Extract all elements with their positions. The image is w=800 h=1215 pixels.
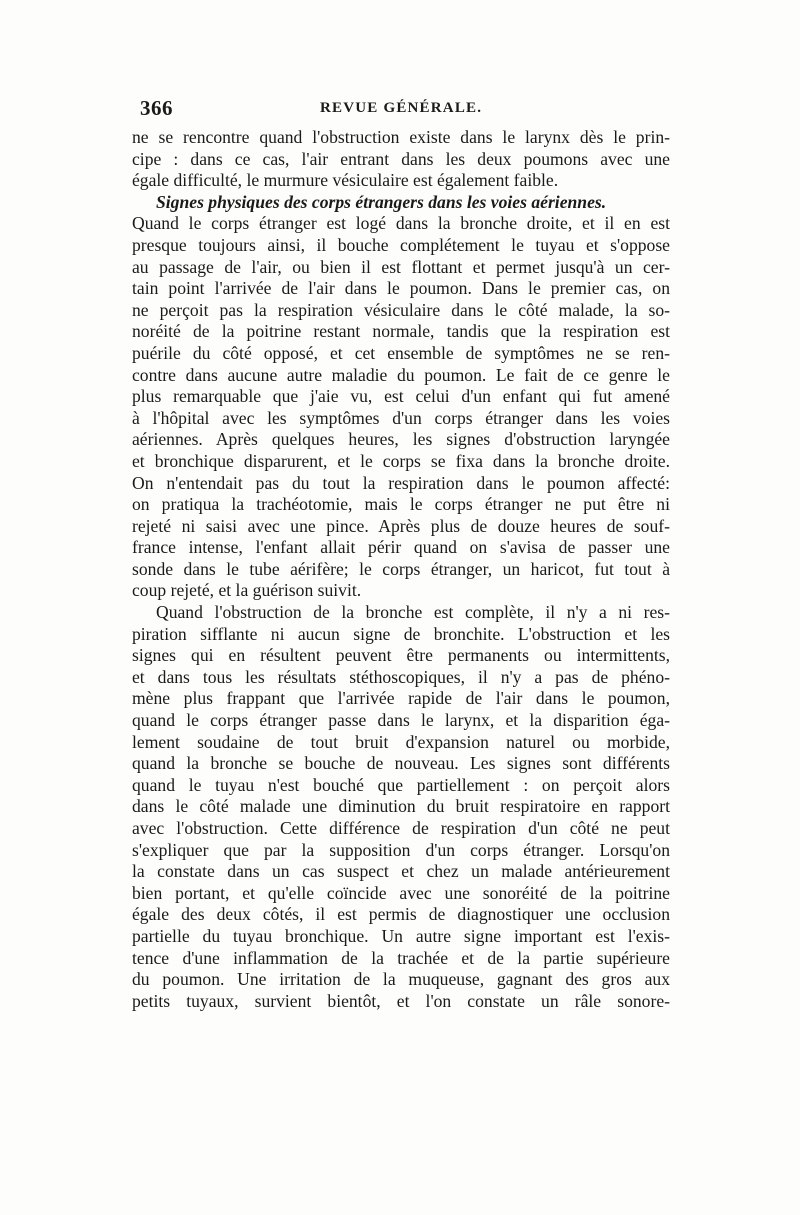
text-line: dans le côté malade une diminution du bruit respiratoire en rapport bbox=[132, 796, 670, 817]
text-line: noréité de la poitrine restant normale, tandis que la respiration est bbox=[132, 321, 670, 342]
text-line: lement soudaine de tout bruit d'expansion naturel ou morbide, bbox=[132, 731, 670, 752]
text-line: piration sifflante ni aucun signe de bronchite. L'obstruction et les bbox=[132, 623, 670, 644]
text-line: ne se rencontre quand l'obstruction existe dans le larynx dès le prin- bbox=[132, 127, 670, 147]
text-line: la constate dans un cas suspect et chez un malade antérieurement bbox=[132, 861, 670, 882]
text-line: rejeté ni saisi avec une pince. Après plus de douze heures de souf- bbox=[132, 515, 670, 536]
text-line: coup rejeté, et la guérison suivit. bbox=[132, 580, 362, 601]
text-line: petits tuyaux, survient bientôt, et l'on constate un râle sonore- bbox=[132, 990, 670, 1011]
text-line: puérile du côté opposé, et cet ensemble de symptômes ne se ren- bbox=[132, 342, 670, 363]
text-line: mène plus frappant que l'arrivée rapide de l'air dans le poumon, bbox=[132, 688, 670, 709]
text-line: avec l'obstruction. Cette différence de respiration d'un côté ne peut bbox=[132, 818, 670, 838]
page-header bbox=[140, 96, 670, 126]
text-line: quand le corps étranger passe dans le larynx, et la disparition éga- bbox=[132, 710, 670, 731]
text-line: et dans tous les résultats stéthoscopiques, il n'y a pas de phéno- bbox=[132, 666, 670, 687]
text-line: On n'entendait pas du tout la respiration dans le poumon affecté: bbox=[132, 472, 670, 493]
text-line: tence d'une inflammation de la trachée et de la partie supérieure bbox=[132, 947, 670, 968]
text-line: plus remarquable que j'aie vu, est celui d'un enfant qui fut amené bbox=[132, 386, 670, 407]
text-line: ne perçoit pas la respiration vésiculaire dans le côté malade, la so- bbox=[132, 299, 670, 320]
text-line: et bronchique disparurent, et le corps se fixa dans la bronche droite. bbox=[132, 450, 670, 471]
text-line: s'expliquer que par la supposition d'un corps étranger. Lorsqu'on bbox=[132, 839, 670, 860]
body-text bbox=[132, 127, 670, 1012]
text-line: bien portant, et qu'elle coïncide avec une sonoréité de la poitrine bbox=[132, 882, 670, 903]
text-line: Quand l'obstruction de la bronche est complète, il n'y a ni res- bbox=[156, 602, 670, 623]
text-line: on pratiqua la trachéotomie, mais le corps étranger ne put être ni bbox=[132, 494, 670, 515]
text-line: Quand le corps étranger est logé dans la bronche droite, et il en est bbox=[132, 213, 670, 234]
text-line: égale difficulté, le murmure vésiculaire est également faible. bbox=[132, 170, 559, 191]
text-line: aériennes. Après quelques heures, les signes d'obstruction laryngée bbox=[132, 429, 670, 450]
text-line: sonde dans le tube aérifère; le corps étranger, un haricot, fut tout à bbox=[132, 558, 670, 579]
text-line: à l'hôpital avec les symptômes d'un corps étranger dans les voies bbox=[132, 407, 670, 428]
text-line: quand la bronche se bouche de nouveau. Les signes sont différents bbox=[132, 753, 670, 774]
text-line: égale des deux côtés, il est permis de diagnostiquer une occlusion bbox=[132, 904, 670, 925]
text-line: signes qui en résultent peuvent être permanents ou intermittents, bbox=[132, 645, 670, 666]
running-head: REVUE GÉNÉRALE. bbox=[320, 100, 483, 116]
text-line: au passage de l'air, ou bien il est flottant et permet jusqu'à un cer- bbox=[132, 256, 670, 277]
text-line: france intense, l'enfant allait périr quand on s'avisa de passer une bbox=[132, 537, 670, 558]
section-heading: Signes physiques des corps étrangers dans les voies aériennes. bbox=[156, 191, 607, 212]
text-line: tain point l'arrivée de l'air dans le poumon. Dans le premier cas, on bbox=[132, 278, 670, 299]
text-line: partielle du tuyau bronchique. Un autre signe important est l'exis- bbox=[132, 925, 670, 946]
page-number: 366 bbox=[140, 96, 173, 120]
text-line: du poumon. Une irritation de la muqueuse, gagnant des gros aux bbox=[132, 969, 670, 990]
text-line: presque toujours ainsi, il bouche complétement le tuyau et s'oppose bbox=[132, 234, 670, 255]
text-line: contre dans aucune autre maladie du poumon. Le fait de ce genre le bbox=[132, 364, 670, 385]
text-line: quand le tuyau n'est bouché que partiellement : on perçoit alors bbox=[132, 774, 670, 795]
text-line: cipe : dans ce cas, l'air entrant dans les deux poumons avec une bbox=[132, 148, 670, 169]
